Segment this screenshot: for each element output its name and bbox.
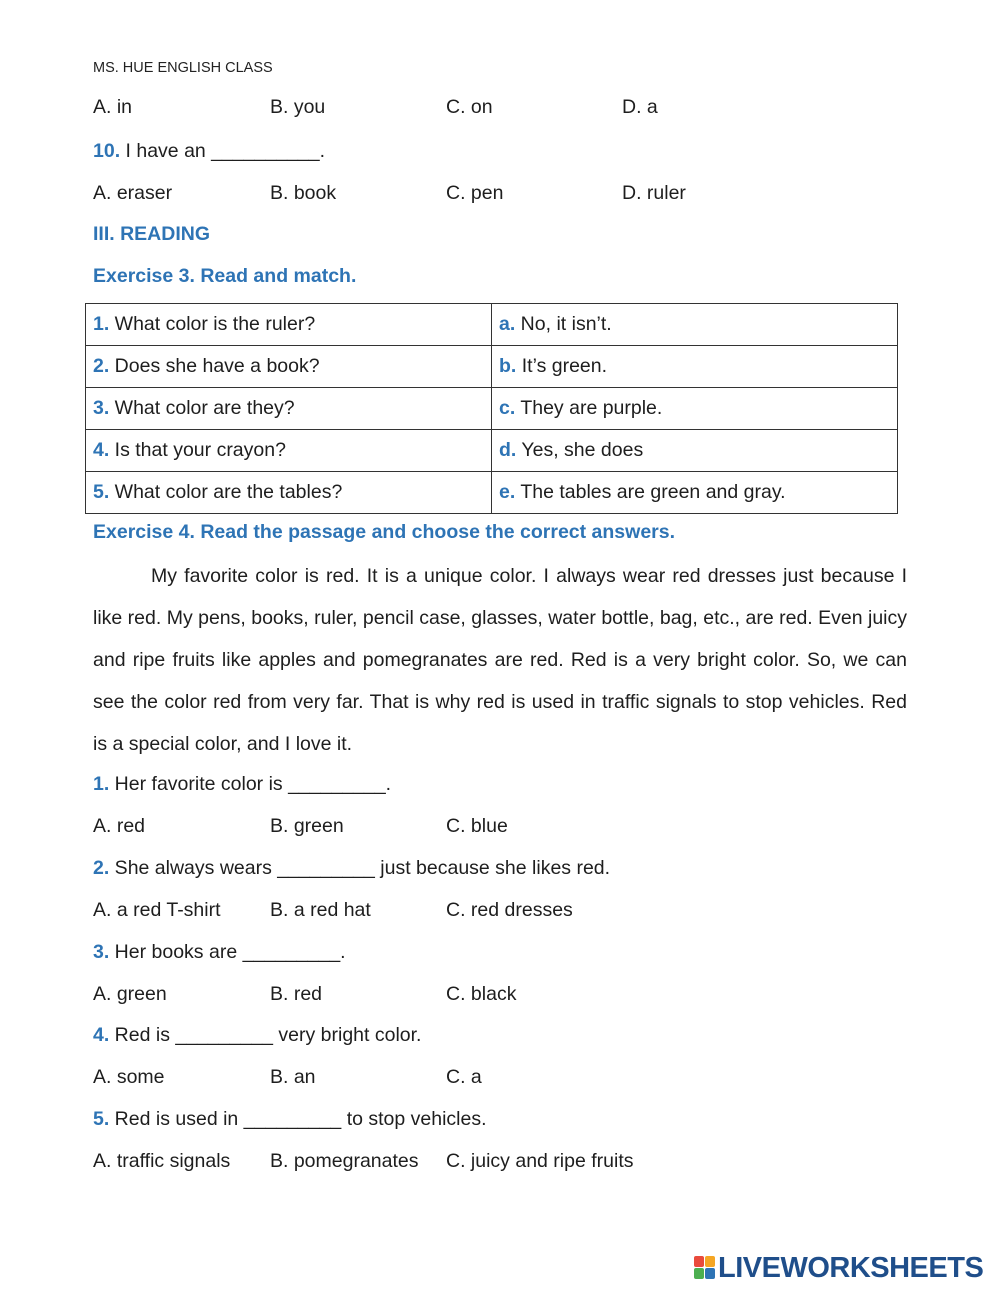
option-b[interactable]: B. green [270, 815, 344, 837]
table-row [86, 388, 898, 430]
question-10 [93, 138, 325, 164]
answer-cell[interactable] [492, 388, 898, 430]
section-heading: III. READING [93, 223, 211, 245]
answer-cell[interactable] [492, 304, 898, 346]
question-3 [93, 939, 346, 965]
option-c[interactable]: C. a [446, 1066, 482, 1088]
option-a[interactable]: A. a red T-shirt [93, 899, 221, 921]
question-number: 2. [93, 857, 110, 879]
exercise-3-title: Exercise 3. Read and match. [93, 265, 357, 287]
question-number: 1. [93, 773, 110, 795]
question-text: She always wears _________ just because she likes red. [109, 857, 611, 879]
question-cell[interactable] [86, 304, 492, 346]
match-table [85, 303, 898, 514]
question-text: Red is _________ very bright color. [109, 1024, 422, 1046]
item-text: They are purple. [515, 397, 663, 419]
option-d[interactable]: D. a [622, 96, 658, 118]
item-letter: a. [499, 313, 516, 335]
item-number: 5. [93, 481, 110, 503]
table-row [86, 430, 898, 472]
answer-cell[interactable] [492, 430, 898, 472]
question-2 [93, 855, 610, 881]
option-a[interactable]: A. eraser [93, 182, 173, 204]
item-text: Yes, she does [516, 439, 644, 461]
question-cell[interactable] [86, 472, 492, 514]
item-text: Is that your crayon? [109, 439, 286, 461]
question-cell[interactable] [86, 388, 492, 430]
option-a[interactable]: A. green [93, 983, 167, 1005]
item-text: It’s green. [516, 355, 608, 377]
question-number: 5. [93, 1108, 110, 1130]
item-text: The tables are green and gray. [515, 481, 786, 503]
option-a[interactable]: A. traffic signals [93, 1150, 231, 1172]
option-b[interactable]: B. a red hat [270, 899, 371, 921]
question-text: I have an __________. [120, 140, 326, 162]
option-c[interactable]: C. black [446, 983, 517, 1005]
item-letter: d. [499, 439, 517, 461]
item-text: What color are the tables? [109, 481, 343, 503]
question-text: Her favorite color is _________. [109, 773, 392, 795]
item-text: Does she have a book? [109, 355, 320, 377]
question-number: 3. [93, 941, 110, 963]
option-b[interactable]: B. red [270, 983, 323, 1005]
item-letter: e. [499, 481, 516, 503]
question-number: 4. [93, 1024, 110, 1046]
option-b[interactable]: B. pomegranates [270, 1150, 419, 1172]
answer-cell[interactable] [492, 346, 898, 388]
question-1 [93, 771, 391, 797]
item-number: 4. [93, 439, 110, 461]
logo-text: LIVEWORKSHEETS [718, 1252, 984, 1284]
question-text: Her books are _________. [109, 941, 346, 963]
question-text: Red is used in _________ to stop vehicles. [109, 1108, 487, 1130]
table-row [86, 472, 898, 514]
option-a[interactable]: A. in [93, 96, 133, 118]
exercise-4-title: Exercise 4. Read the passage and choose the correct answers. [93, 521, 676, 543]
logo-blocks-icon [694, 1256, 716, 1280]
option-b[interactable]: B. an [270, 1066, 316, 1088]
item-text: What color is the ruler? [109, 313, 316, 335]
option-b[interactable]: B. book [270, 182, 337, 204]
table-row [86, 346, 898, 388]
option-d[interactable]: D. ruler [622, 182, 686, 204]
option-b[interactable]: B. you [270, 96, 326, 118]
item-letter: b. [499, 355, 517, 377]
item-number: 2. [93, 355, 110, 377]
question-5 [93, 1106, 487, 1132]
option-c[interactable]: C. pen [446, 182, 504, 204]
item-letter: c. [499, 397, 516, 419]
item-number: 3. [93, 397, 110, 419]
item-text: What color are they? [109, 397, 295, 419]
item-text: No, it isn’t. [515, 313, 612, 335]
option-a[interactable]: A. some [93, 1066, 165, 1088]
option-a[interactable]: A. red [93, 815, 146, 837]
question-4 [93, 1022, 421, 1048]
question-number: 10. [93, 140, 121, 162]
option-c[interactable]: C. red dresses [446, 899, 573, 921]
option-c[interactable]: C. on [446, 96, 493, 118]
item-number: 1. [93, 313, 110, 335]
class-header: MS. HUE ENGLISH CLASS [93, 60, 273, 76]
option-c[interactable]: C. blue [446, 815, 508, 837]
question-cell[interactable] [86, 346, 492, 388]
question-cell[interactable] [86, 430, 492, 472]
table-row [86, 304, 898, 346]
option-c[interactable]: C. juicy and ripe fruits [446, 1150, 634, 1172]
reading-passage: My favorite color is red. It is a unique color. I always wear red dresses just because I like red. My pens, books, ruler, pencil case, glasses, water bottle, bag, etc., are red. Even juicy and ripe fruits like apples and pomegranates are red. Red is a very bright color. So, we can see the color red from very far. That is why red is used in traffic signals to stop vehicles. Red is a special color, and I love it. [93, 565, 907, 755]
answer-cell[interactable] [492, 472, 898, 514]
